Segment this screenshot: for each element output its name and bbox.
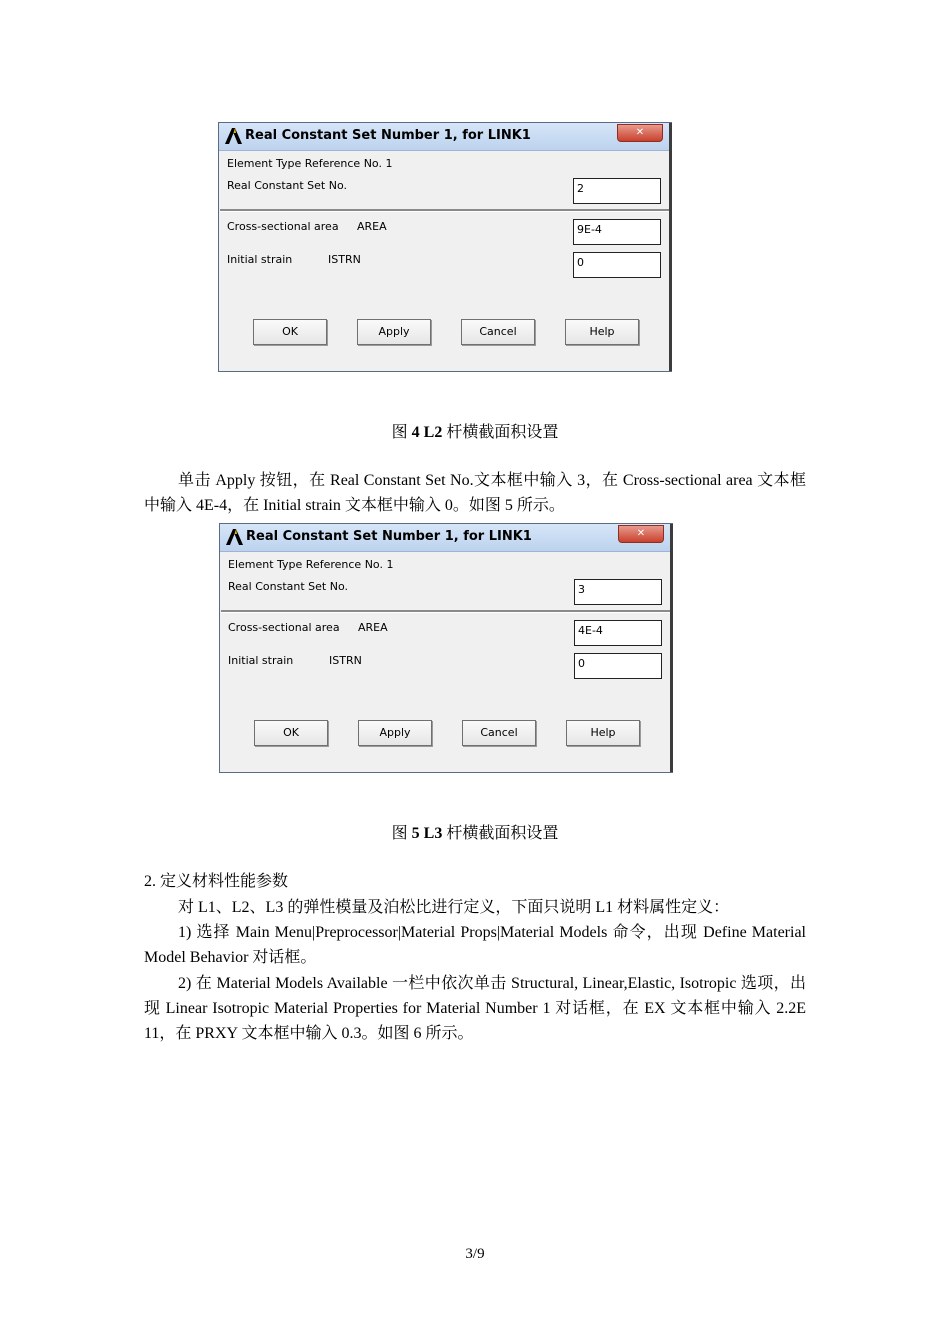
apply-button[interactable]: Apply: [357, 319, 431, 345]
area-label: Cross-sectional area: [227, 220, 339, 233]
strain-label: Initial strain: [227, 253, 293, 266]
area-key-label: AREA: [358, 621, 388, 634]
area-key-label: AREA: [357, 220, 387, 233]
element-type-ref-label: Element Type Reference No. 1: [228, 558, 394, 571]
separator: [220, 209, 670, 212]
area-label: Cross-sectional area: [228, 621, 340, 634]
ansys-logo-icon: [225, 528, 243, 546]
close-icon: ✕: [635, 127, 645, 138]
ok-button[interactable]: OK: [254, 720, 328, 746]
area-input[interactable]: 4E-4: [574, 620, 662, 646]
paragraph-apply: 单击 Apply 按钮，在 Real Constant Set No.文本框中输入 3，在 Cross-sectional area 文本框中输入 4E-4，在 Initial strain 文本框中输入 0。如图 5 所示。: [144, 472, 806, 514]
strain-label: Initial strain: [228, 654, 294, 667]
strain-key-label: ISTRN: [329, 654, 362, 667]
page-number: 3/9: [465, 1246, 485, 1262]
element-type-ref-label: Element Type Reference No. 1: [227, 157, 393, 170]
real-constant-dialog-2: [219, 523, 673, 773]
dialog-title: Real Constant Set Number 1, for LINK1: [246, 529, 532, 544]
dialog-titlebar[interactable]: [219, 123, 671, 151]
real-constant-dialog-1: [218, 122, 672, 372]
close-button[interactable]: [618, 525, 664, 543]
strain-input[interactable]: 0: [574, 653, 662, 679]
close-button[interactable]: [617, 124, 663, 142]
ansys-logo-icon: [224, 127, 242, 145]
real-const-set-input[interactable]: 3: [574, 579, 662, 605]
paragraph-step-1: 1) 选择 Main Menu|Preprocessor|Material Props|Material Models 命令，出现 Define Material Model Behavior 对话框。: [144, 924, 806, 966]
cancel-button[interactable]: Cancel: [461, 319, 535, 345]
help-button[interactable]: Help: [566, 720, 640, 746]
real-const-set-input[interactable]: 2: [573, 178, 661, 204]
figure-caption-5: 图 5 L3 杆横截面积设置: [391, 825, 559, 842]
real-const-set-label: Real Constant Set No.: [227, 179, 347, 192]
dialog-titlebar[interactable]: [220, 524, 672, 552]
close-icon: ✕: [636, 528, 646, 539]
area-input[interactable]: 9E-4: [573, 219, 661, 245]
window-edge: [669, 123, 672, 371]
paragraph-define: 对 L1、L2、L3 的弹性模量及泊松比进行定义，下面只说明 L1 材料属性定义：: [178, 899, 730, 916]
window-edge: [670, 524, 673, 772]
dialog-title: Real Constant Set Number 1, for LINK1: [245, 128, 531, 143]
separator: [221, 610, 671, 613]
real-const-set-label: Real Constant Set No.: [228, 580, 348, 593]
apply-button[interactable]: Apply: [358, 720, 432, 746]
help-button[interactable]: Help: [565, 319, 639, 345]
strain-key-label: ISTRN: [328, 253, 361, 266]
ok-button[interactable]: OK: [253, 319, 327, 345]
section-heading: 2. 定义材料性能参数: [144, 873, 289, 890]
strain-input[interactable]: 0: [573, 252, 661, 278]
figure-caption-4: 图 4 L2 杆横截面积设置: [391, 424, 559, 441]
paragraph-step-2: 2) 在 Material Models Available 一栏中依次单击 Structural, Linear,Elastic, Isotropic 选项，出现 Linear Isotropic Material Properties for Material Number 1 对话框，在 EX 文本框中输入 2.2E 11，在 PRXY 文本框中输入 0.3。如图 6 所示。: [144, 975, 806, 1042]
cancel-button[interactable]: Cancel: [462, 720, 536, 746]
